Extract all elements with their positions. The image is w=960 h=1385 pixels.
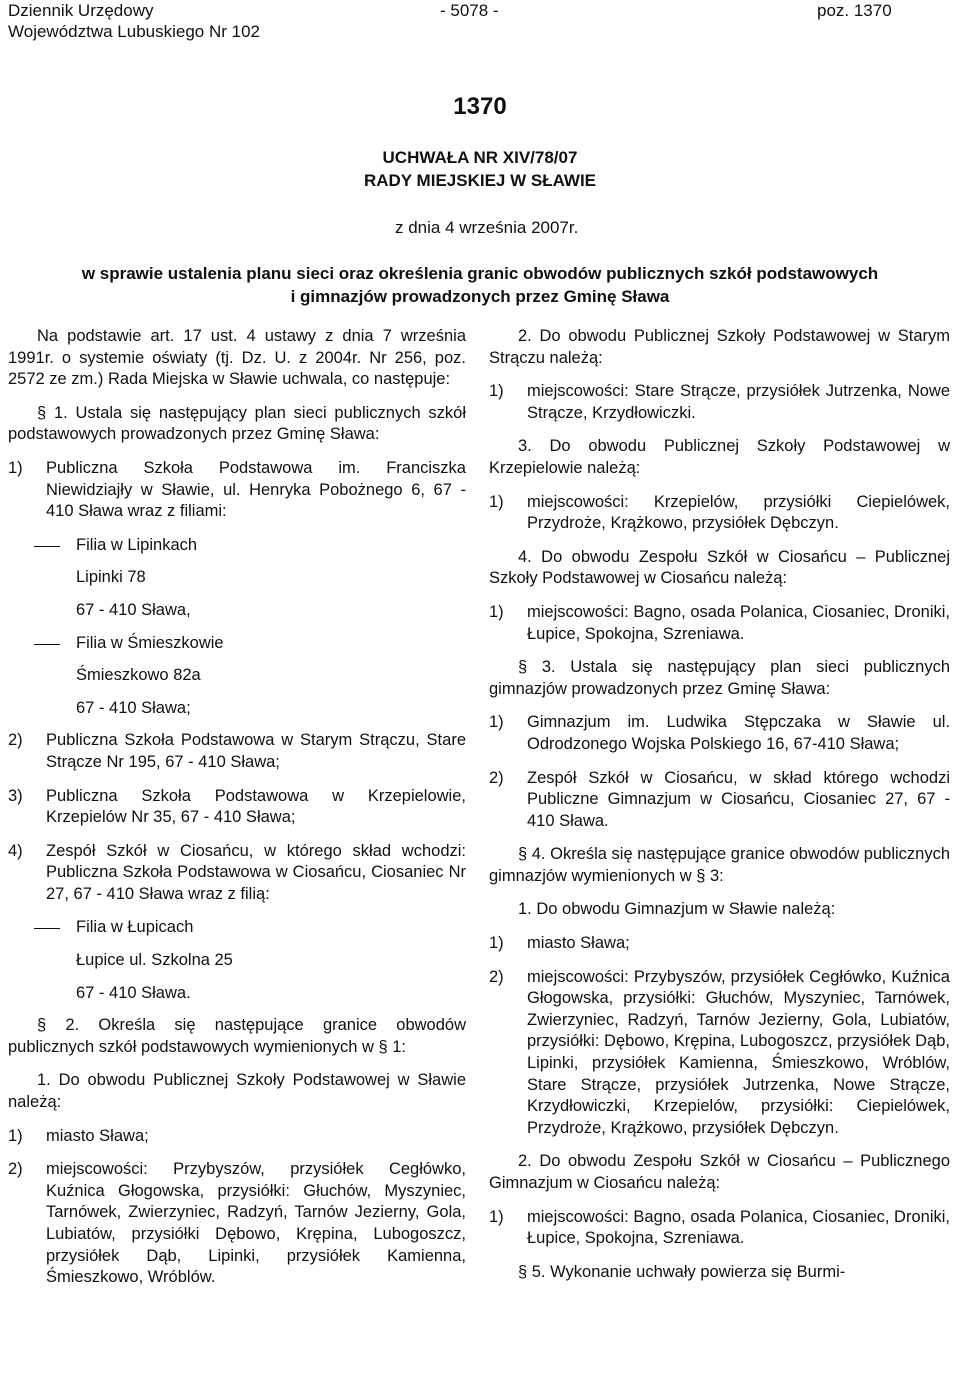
branch-postcode: 67 - 410 Sława;: [76, 698, 191, 717]
list-item: 2) miejscowości: Przybyszów, przysiółek Cegłówko, Kuźnica Głogowska, przysiółki: Głuchów, Myszyniec, Tarnówek, Zwierzyniec, Radzyń, Tarnów Jezierny, Gola, Lubiatów, przysiółki: Dębowo, Krępina, Lubogoszcz, przysiółek Dąb, Lipinki, przysiółek Kamienna, Śmieszkowo, Wróblów, Stare Strącze, przysiółek Jutrzenka, Nowe Strącze, Krzydłowiczki, Krzepielów, przysiółki: Ciepielówek, Przydroże, Krążkowo, przysiółek Dębczyn.: [489, 967, 950, 1137]
section-3: § 3. Ustala się następujący plan sieci publicznych gimnazjów prowadzonych przez Gminę Sława:: [489, 658, 950, 698]
gym-district-2: 2. Do obwodu Zespołu Szkół w Ciosańcu – Publicznego Gimnazjum w Ciosańcu należą:: [489, 1152, 950, 1192]
branch-postcode: 67 - 410 Sława,: [76, 600, 191, 619]
branch-smieszkowo: Filia w Śmieszkowie: [8, 633, 466, 655]
list-item: 1) miasto Sława;: [489, 934, 630, 953]
branch-lipinki: Filia w Lipinkach: [8, 535, 466, 557]
list-item: 2) Zespół Szkół w Ciosańcu, w skład którego wchodzi Publiczne Gimnazjum w Ciosańcu, Ciosaniec 27, 67 - 410 Sława.: [489, 768, 950, 830]
list-item: 3) Publiczna Szkoła Podstawowa w Krzepielowie, Krzepielów Nr 35, 67 - 410 Sława;: [8, 786, 466, 827]
list-item: 2) Publiczna Szkoła Podstawowa w Starym Strączu, Stare Strącze Nr 195, 67 - 410 Sława;: [8, 731, 466, 771]
list-item: 1) Gimnazjum im. Ludwika Stępczaka w Sławie ul. Odrodzonego Wojska Polskiego 16, 67-410 Sława;: [489, 713, 950, 753]
list-item: 1) miejscowości: Bagno, osada Polanica, Ciosaniec, Droniki, Łupice, Spokojna, Szreniawa.: [489, 1207, 950, 1248]
section-2: § 2. Określa się następujące granice obwodów publicznych szkół podstawowych wymienionych w § 1:: [8, 1016, 466, 1056]
list-item: 4) Zespół Szkół w Ciosańcu, w którego skład wchodzi: Publiczna Szkoła Podstawowa w Ciosańcu, Ciosaniec Nr 27, 67 - 410 Sława wraz z filią:: [8, 841, 466, 903]
branch-address: Lipinki 78: [76, 568, 146, 587]
list-item: 2) miejscowości: Przybyszów, przysiółek Cegłówko, Kuźnica Głogowska, przysiółki: Głuchów, Myszyniec, Tarnówek, Zwierzyniec, Radzyń, Tarnów Jezierny, Gola, Lubiatów, przysiółki Dębowo, Krępina, Lubogoszcz, przysiółek Dąb, Lipinki, przysiółek Kamienna, Śmieszkowo, Wróblów.: [8, 1160, 466, 1287]
list-item: 1) Publiczna Szkoła Podstawowa im. Franciszka Niewidziajły w Sławie, ul. Henryka Pobożnego 6, 67 - 410 Sława wraz z filiami:: [8, 458, 466, 521]
journal-title: Dziennik Urzędowy: [8, 1, 154, 20]
list-item: 1) miejscowości: Krzepielów, przysiółki Ciepielówek, Przydroże, Krążkowo, przysiółek Dębczyn.: [489, 492, 950, 533]
section-1: § 1. Ustala się następujący plan sieci publicznych szkół podstawowych prowadzonych przez Gminę Sława:: [8, 403, 466, 444]
right-column: [489, 326, 950, 1295]
district-3: 3. Do obwodu Publicznej Szkoły Podstawowej w Krzepielowie należą:: [489, 437, 950, 477]
branch-postcode: 67 - 410 Sława.: [76, 983, 191, 1002]
district-4: 4. Do obwodu Zespołu Szkół w Ciosańcu – Publicznej Szkoły Podstawowej w Ciosańcu należą:: [489, 547, 950, 588]
branch-address: Śmieszkowo 82a: [76, 666, 201, 685]
document-number: 1370: [453, 93, 507, 120]
district-1: 1. Do obwodu Publicznej Szkoły Podstawowej w Sławie należą:: [8, 1071, 466, 1112]
resolution-title: UCHWAŁA NR XIV/78/07: [382, 148, 578, 167]
list-item: 1) miejscowości: Stare Strącze, przysiółek Jutrzenka, Nowe Strącze, Krzydłowiczki.: [489, 382, 950, 422]
list-item: 1) miejscowości: Bagno, osada Polanica, Ciosaniec, Droniki, Łupice, Spokojna, Szreniawa.: [489, 602, 950, 643]
position-number: poz. 1370: [817, 1, 892, 20]
subject-line-2: i gimnazjów prowadzonych przez Gminę Sława: [290, 287, 670, 306]
subject-line-1: w sprawie ustalenia planu sieci oraz określenia granic obwodów publicznych szkół podstawowych: [81, 264, 879, 283]
left-column: [8, 326, 466, 1301]
journal-issue: Województwa Lubuskiego Nr 102: [8, 22, 260, 41]
page-number: - 5078 -: [440, 1, 499, 20]
branch-lupice: Filia w Łupicach: [8, 917, 466, 939]
list-item: 1) miasto Sława;: [8, 1126, 149, 1145]
document-date: z dnia 4 września 2007r.: [395, 218, 579, 237]
section-4: § 4. Określa się następujące granice obwodów publicznych gimnazjów wymienionych w § 3:: [489, 845, 950, 885]
preamble: Na podstawie art. 17 ust. 4 ustawy z dnia 7 września 1991r. o systemie oświaty (tj. Dz. U. z 2004r. Nr 256, poz. 2572 ze zm.) Rada Miejska w Sławie uchwala, co następuje:: [8, 327, 466, 389]
district-2: 2. Do obwodu Publicznej Szkoły Podstawowej w Starym Strączu należą:: [489, 327, 950, 367]
gym-district-1: 1. Do obwodu Gimnazjum w Sławie należą:: [518, 900, 836, 919]
journal-header: [8, 0, 260, 42]
section-5: § 5. Wykonanie uchwały powierza się Burmi-: [518, 1262, 846, 1281]
branch-address: Łupice ul. Szkolna 25: [76, 951, 233, 970]
council-title: RADY MIEJSKIEJ W SŁAWIE: [363, 171, 597, 190]
